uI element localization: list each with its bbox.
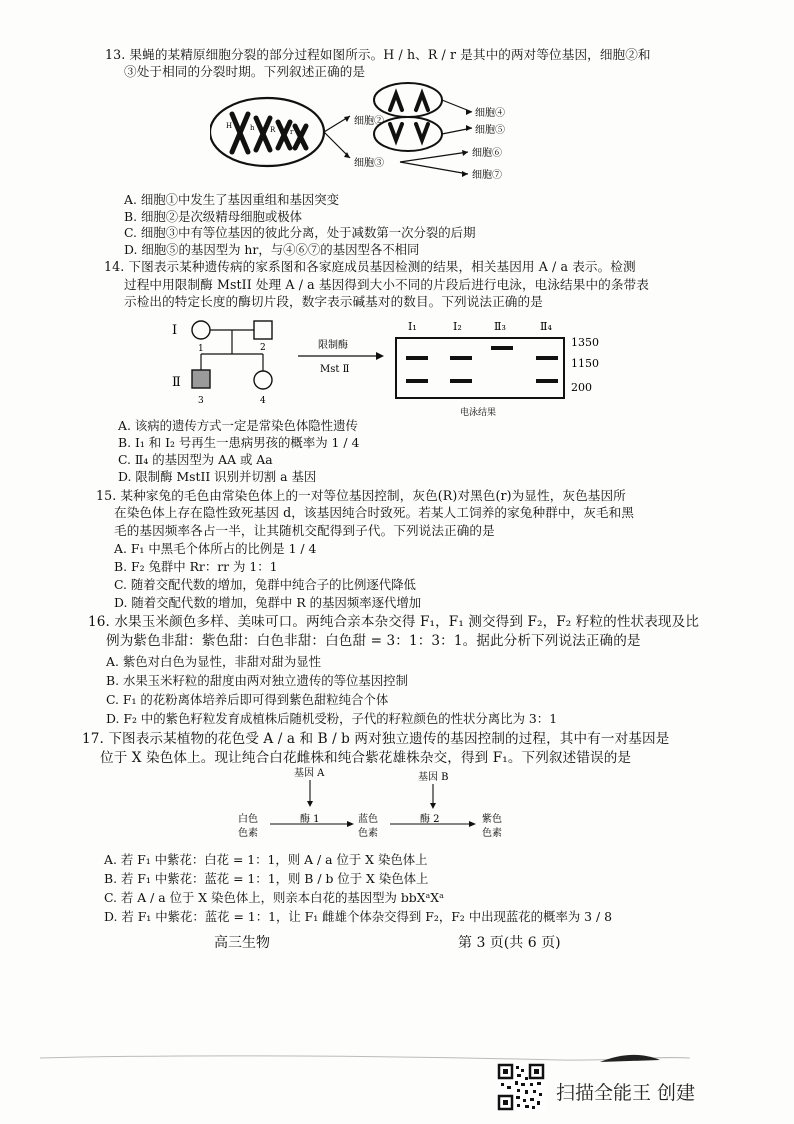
gel-size-200: 200 (571, 381, 592, 394)
gel-size-1350: 1350 (571, 336, 599, 349)
gel-caption: 电泳结果 (460, 408, 497, 418)
pedigree-II4-female (254, 371, 272, 389)
pedigree-I2-male (254, 321, 272, 339)
pathway-purple-1: 紫色 (482, 814, 502, 825)
q17-pigment-pathway (230, 766, 530, 844)
cell-4-label: 细胞④ (475, 108, 505, 119)
cell-5-label: 细胞⑤ (475, 125, 505, 136)
gene-label-R: R (270, 126, 276, 134)
pedigree-num-1: 1 (198, 344, 204, 354)
enzyme-name: Mst Ⅱ (320, 364, 350, 375)
q17-option-c: C. 若 A / a 位于 X 染色体上，则亲本白花的基因型为 bbXᵃXᵃ (104, 890, 444, 905)
gel-lane-label-1: Ⅰ₁ (408, 320, 417, 333)
pathway-enzyme-2: 酶 2 (420, 814, 440, 825)
cell-1-chromosomes (232, 114, 306, 152)
q17-option-d: D. 若 F₁ 中紫花：蓝花 = 1：1，让 F₁ 雌雄个体杂交得到 F₂，F₂ 中出现蓝花的概率为 3 / 8 (104, 909, 612, 924)
pathway-blue-2: 色素 (358, 828, 378, 839)
gel-size-1150: 1150 (571, 357, 599, 370)
q15-option-c: C. 随着交配代数的增加，兔群中纯合子的比例逐代降低 (114, 577, 416, 592)
q14-stem-line1: 14. 下图表示某种遗传病的家系图和各家庭成员基因检测的结果，相关基因用 A / a 表示。检测 (104, 259, 636, 274)
scan-edge-artifact (0, 1040, 794, 1070)
qr-code-icon (497, 1063, 545, 1111)
q13-option-b: B. 细胞②是次级精母细胞或极体 (124, 209, 303, 224)
pedigree-II3-affected-male (192, 370, 210, 388)
footer-page-number: 第 3 页(共 6 页) (458, 935, 561, 951)
pathway-enzyme-1: 酶 1 (300, 814, 320, 825)
cell-6-label: 细胞⑥ (472, 148, 502, 159)
gel-box (396, 338, 564, 398)
cell-3-label: 细胞③ (354, 158, 384, 169)
q15-option-a: A. F₁ 中黑毛个体所占的比例是 1 / 4 (114, 541, 317, 556)
pathway-white-2: 色素 (238, 828, 258, 839)
pathway-blue-1: 蓝色 (358, 814, 378, 825)
generation-II-label: Ⅱ (172, 375, 181, 390)
gel-bands (406, 346, 558, 383)
q13-stem-line1: 13. 果蝇的某精原细胞分裂的部分过程如图所示。H / h、R / r 是其中的两对等位基因，细胞②和 (105, 47, 651, 62)
q13-stem-line2: ③处于相同的分裂时期。下列叙述正确的是 (124, 64, 366, 79)
gene-label-h: h (250, 124, 255, 132)
pedigree-num-3: 3 (198, 396, 204, 406)
q13-option-a: A. 细胞①中发生了基因重组和基因突变 (124, 192, 340, 207)
pedigree-num-4: 4 (260, 396, 266, 406)
q13-option-c: C. 细胞③中有等位基因的彼此分离，处于减数第一次分裂的后期 (124, 225, 476, 240)
q14-option-b: B. I₁ 和 I₂ 号再生一患病男孩的概率为 1 / 4 (118, 435, 360, 450)
q14-stem-line3: 示检出的特定长度的酶切片段，数字表示碱基对的数目。下列说法正确的是 (124, 294, 543, 309)
q15-stem-line3: 毛的基因频率各占一半，让其随机交配得到子代。下列说法正确的是 (114, 523, 495, 538)
cell-7-label: 细胞⑦ (472, 170, 502, 181)
q16-stem-line1: 16. 水果玉米颜色多样、美味可口。两纯合亲本杂交得 F₁，F₁ 测交得到 F₂，F₂ 籽粒的性状表现及比 (88, 614, 700, 630)
generation-I-label: Ⅰ (172, 323, 178, 338)
q14-stem-line2: 过程中用限制酶 MstII 处理 A / a 基因得到大小不同的片段后进行电泳，电泳结果中的条带表 (124, 277, 649, 292)
footer-subject: 高三生物 (214, 935, 270, 951)
q16-option-d: D. F₂ 中的紫色籽粒发育成植株后随机受粉，子代的籽粒颜色的性状分离比为 3：1 (106, 711, 558, 726)
q14-option-d: D. 限制酶 MstII 识别并切割 a 基因 (118, 469, 317, 484)
pathway-white-1: 白色 (238, 814, 258, 825)
q13-cell-division-diagram (210, 82, 730, 190)
q15-option-b: B. F₂ 兔群中 Rr：rr 为 1：1 (114, 559, 278, 574)
pedigree-num-2: 2 (260, 343, 266, 353)
watermark-text: 扫描全能王 创建 (556, 1082, 696, 1104)
gel-lane-label-4: Ⅱ₄ (540, 320, 552, 333)
enzyme-label: 限制酶 (318, 340, 348, 351)
q13-option-d: D. 细胞⑤的基因型为 hr，与④⑥⑦的基因型各不相同 (124, 242, 420, 257)
q16-option-a: A. 紫色对白色为显性，非甜对甜为显性 (106, 654, 322, 669)
pedigree-I1-female (192, 321, 210, 339)
q14-option-c: C. Ⅱ₄ 的基因型为 AA 或 Aa (118, 452, 273, 467)
q16-option-c: C. F₁ 的花粉离体培养后即可得到紫色甜粒纯合个体 (106, 692, 389, 707)
q15-option-d: D. 随着交配代数的增加，兔群中 R 的基因频率逐代增加 (114, 595, 422, 610)
q17-stem-line2: 位于 X 染色体上。现让纯合白花雌株和纯合紫花雄株杂交，得到 F₁。下列叙述错误的是 (100, 750, 632, 766)
q16-option-b: B. 水果玉米籽粒的甜度由两对独立遗传的等位基因控制 (106, 673, 408, 688)
gene-label-H: H (226, 122, 233, 130)
cell-1-outline (210, 98, 324, 166)
q17-option-b: B. 若 F₁ 中紫花：蓝花 = 1：1，则 B / b 位于 X 染色体上 (104, 871, 429, 886)
pathway-purple-2: 色素 (482, 828, 502, 839)
pathway-gene-b: 基因 B (418, 772, 449, 783)
gene-label-r: r (290, 128, 294, 136)
q16-stem-line2: 例为紫色非甜：紫色甜：白色非甜：白色甜 = 3：1：3：1。据此分析下列说法正确的是 (106, 633, 641, 649)
gel-lane-label-2: Ⅰ₂ (453, 320, 462, 333)
pathway-gene-a: 基因 A (294, 768, 325, 779)
cell-2-upper-lobe (374, 83, 442, 117)
q17-option-a: A. 若 F₁ 中紫花：白花 = 1：1，则 A / a 位于 X 染色体上 (104, 852, 428, 867)
gel-lane-label-3: Ⅱ₃ (494, 320, 506, 333)
q14-pedigree-and-gel (168, 312, 618, 420)
q15-stem-line1: 15. 某种家兔的毛色由常染色体上的一对等位基因控制，灰色(R)对黑色(r)为显性，灰色基因所 (96, 488, 626, 503)
q15-stem-line2: 在染色体上存在隐性致死基因 d，该基因纯合时致死。若某人工饲养的家兔种群中，灰毛和黑 (114, 505, 635, 520)
cell-2-label: 细胞② (354, 116, 384, 127)
q17-stem-line1: 17. 下图表示某植物的花色受 A / a 和 B / b 两对独立遗传的基因控制的过程，其中有一对基因是 (82, 731, 670, 747)
q14-option-a: A. 该病的遗传方式一定是常染色体隐性遗传 (118, 418, 358, 433)
cell-2-lower-lobe (374, 117, 442, 151)
